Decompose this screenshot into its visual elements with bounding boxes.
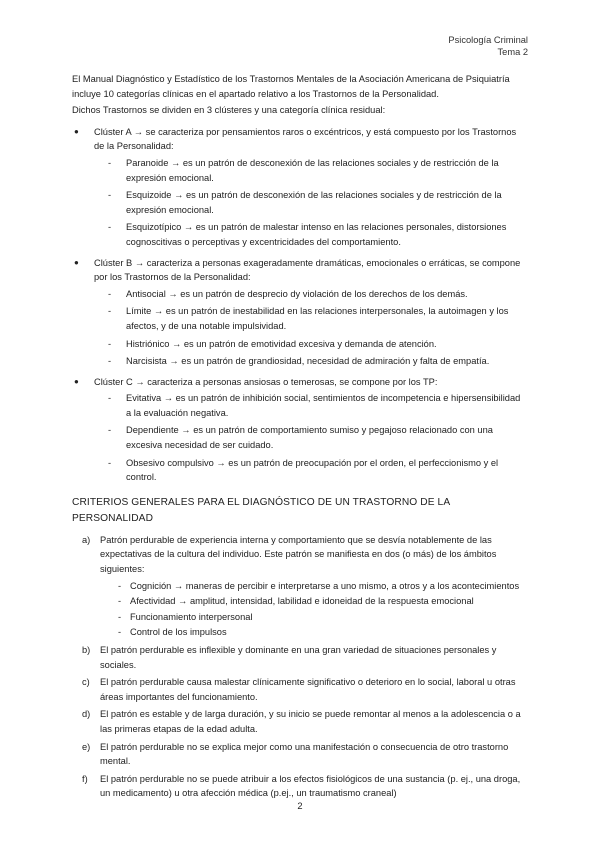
disorder-paranoide xyxy=(108,156,528,185)
list-marker: d) xyxy=(82,709,91,720)
criterion-a-areas xyxy=(100,579,528,640)
criterion-e xyxy=(72,740,528,769)
list-marker: a) xyxy=(82,534,91,545)
list-marker: b) xyxy=(82,645,91,655)
criterion-a xyxy=(72,533,528,640)
list-marker: e) xyxy=(82,741,91,752)
bullet-icon: ● xyxy=(74,376,79,386)
criterion-b xyxy=(72,643,528,672)
disorder-text: Esquizoide → es un patrón de desconexión de las relaciones sociales y de restricción de la expresión emocional. xyxy=(126,190,502,215)
disorder-text: Narcisista → es un patrón de grandiosidad, necesidad de admiración y falta de empatía. xyxy=(126,356,490,367)
dash-marker: - xyxy=(108,338,112,349)
cluster-item-b xyxy=(72,256,528,369)
area-item xyxy=(118,594,528,609)
disorder-text: Dependiente → es un patrón de comportamiento sumiso y pegajoso relacionado con una excesiva necesidad de ser cuidado. xyxy=(126,425,493,451)
dash-marker: - xyxy=(118,580,122,591)
dash-marker: - xyxy=(108,356,112,367)
cluster-a-disorders xyxy=(94,156,528,250)
dash-marker: - xyxy=(108,306,112,317)
criterion-text: El patrón perdurable causa malestar clínicamente significativo o deterioro en lo social, laboral u otras áreas importantes del funcionamiento. xyxy=(100,677,516,702)
dash-marker: - xyxy=(108,222,112,233)
criterion-text: El patrón perdurable es inflexible y dominante en una gran variedad de situaciones personales y sociales. xyxy=(100,645,497,670)
disorder-text: Antisocial → es un patrón de desprecio dy violación de los derechos de los demás. xyxy=(126,288,468,299)
dash-marker: - xyxy=(108,157,112,168)
dash-marker: - xyxy=(118,611,122,622)
cluster-b-text: Clúster B → caracteriza a personas exageradamente dramáticas, emocionales o erráticas, se compone por los Trastornos de la Personalidad: xyxy=(94,257,521,283)
header-subject: Psicología Criminal xyxy=(448,35,528,45)
disorder-text: Histriónico → es un patrón de emotividad excesiva y demanda de atención. xyxy=(126,338,437,349)
criterion-text: El patrón es estable y de larga duración, y su inicio se puede remontar al menos a la adolescencia o a las primeras etapas de la edad adulta. xyxy=(100,709,521,734)
bullet-icon: ● xyxy=(74,126,79,136)
criterion-text: El patrón perdurable no se explica mejor como una manifestación o consecuencia de otro trastorno mental. xyxy=(100,741,509,767)
cluster-list xyxy=(72,125,528,485)
area-text: Afectividad → amplitud, intensidad, labilidad e idoneidad de la respuesta emocional xyxy=(130,596,474,607)
criterion-c xyxy=(72,675,528,704)
bullet-icon: ● xyxy=(74,257,79,267)
list-marker: c) xyxy=(82,677,90,688)
disorder-obsesivo-compulsivo xyxy=(108,456,528,485)
disorder-dependiente xyxy=(108,423,528,452)
disorder-esquizotipico xyxy=(108,220,528,249)
cluster-b-disorders xyxy=(94,287,528,369)
dash-marker: - xyxy=(108,457,112,468)
cluster-c-text: Clúster C → caracteriza a personas ansiosas o temerosas, se compone por los TP: xyxy=(94,376,438,387)
page-header xyxy=(448,34,528,58)
disorder-narcisista xyxy=(108,354,528,369)
dash-marker: - xyxy=(108,393,112,404)
criterion-f xyxy=(72,772,528,801)
cluster-item-c xyxy=(72,375,528,485)
cluster-item-a xyxy=(72,125,528,250)
disorder-text: Límite → es un patrón de inestabilidad en las relaciones interpersonales, la autoimagen y los afectos, y de una notable impulsividad. xyxy=(126,306,509,331)
criterion-text: Patrón perdurable de experiencia interna y comportamiento que se desvía notablemente de las expectativas de la cultura del individuo. Este patrón se manifiesta en dos (o más) de los ámbitos siguientes: xyxy=(100,534,497,575)
disorder-esquizoide xyxy=(108,188,528,217)
disorder-limite xyxy=(108,304,528,333)
cluster-c-disorders xyxy=(94,391,528,485)
area-text: Funcionamiento interpersonal xyxy=(130,611,253,622)
disorder-antisocial xyxy=(108,287,528,302)
intro-summary: Dichos Trastornos se dividen en 3 clústeres y una categoría clínica residual: xyxy=(72,105,386,116)
list-marker: f) xyxy=(82,773,88,784)
area-text: Control de los impulsos xyxy=(130,627,227,638)
criterion-text: El patrón perdurable no se puede atribuir a los efectos fisiológicos de una sustancia (p. ej., una droga, un medicamento) u otra afección médica (p.ej., un traumatismo craneal) xyxy=(100,773,521,799)
disorder-histrionico xyxy=(108,337,528,352)
document-body xyxy=(72,72,528,804)
dash-marker: - xyxy=(118,627,122,638)
dash-marker: - xyxy=(108,190,112,201)
intro-paragraph: El Manual Diagnóstico y Estadístico de los Trastornos Mentales de la Asociación Americana de Psiquiatría incluye 10 categorías clínicas en el apartado relativo a los Trastornos de la Personalidad. xyxy=(72,74,510,99)
disorder-text: Paranoide → es un patrón de desconexión de las relaciones sociales y de restricción de la expresión emocional. xyxy=(126,157,499,183)
criterion-d xyxy=(72,707,528,736)
criteria-list xyxy=(72,533,528,801)
disorder-text: Obsesivo compulsivo → es un patrón de preocupación por el orden, el perfeccionismo y el control. xyxy=(126,457,499,483)
dash-marker: - xyxy=(108,425,112,436)
disorder-text: Evitativa → es un patrón de inhibición social, sentimientos de incompetencia e hipersensibilidad a la evaluación negativa. xyxy=(126,393,521,418)
header-unit: Tema 2 xyxy=(497,47,528,57)
area-item xyxy=(118,625,528,640)
disorder-text: Esquizotípico → es un patrón de malestar intenso en las relaciones personales, distorsiones cognoscitivas o perceptivas y excentricidades del comportamiento. xyxy=(126,222,507,247)
cluster-a-text: Clúster A → se caracteriza por pensamientos raros o excéntricos, y está compuesto por los Trastornos de la Personalidad: xyxy=(94,126,517,152)
section-heading: CRITERIOS GENERALES PARA EL DIAGNÓSTICO DE UN TRASTORNO DE LA PERSONALIDAD xyxy=(72,496,450,524)
disorder-evitativa xyxy=(108,391,528,420)
dash-marker: - xyxy=(108,288,112,299)
area-item xyxy=(118,579,528,594)
area-text: Cognición → maneras de percibir e interpretarse a uno mismo, a otros y a los acontecimientos xyxy=(130,580,520,591)
dash-marker: - xyxy=(118,596,122,607)
page-number: 2 xyxy=(297,801,303,811)
area-item xyxy=(118,610,528,625)
